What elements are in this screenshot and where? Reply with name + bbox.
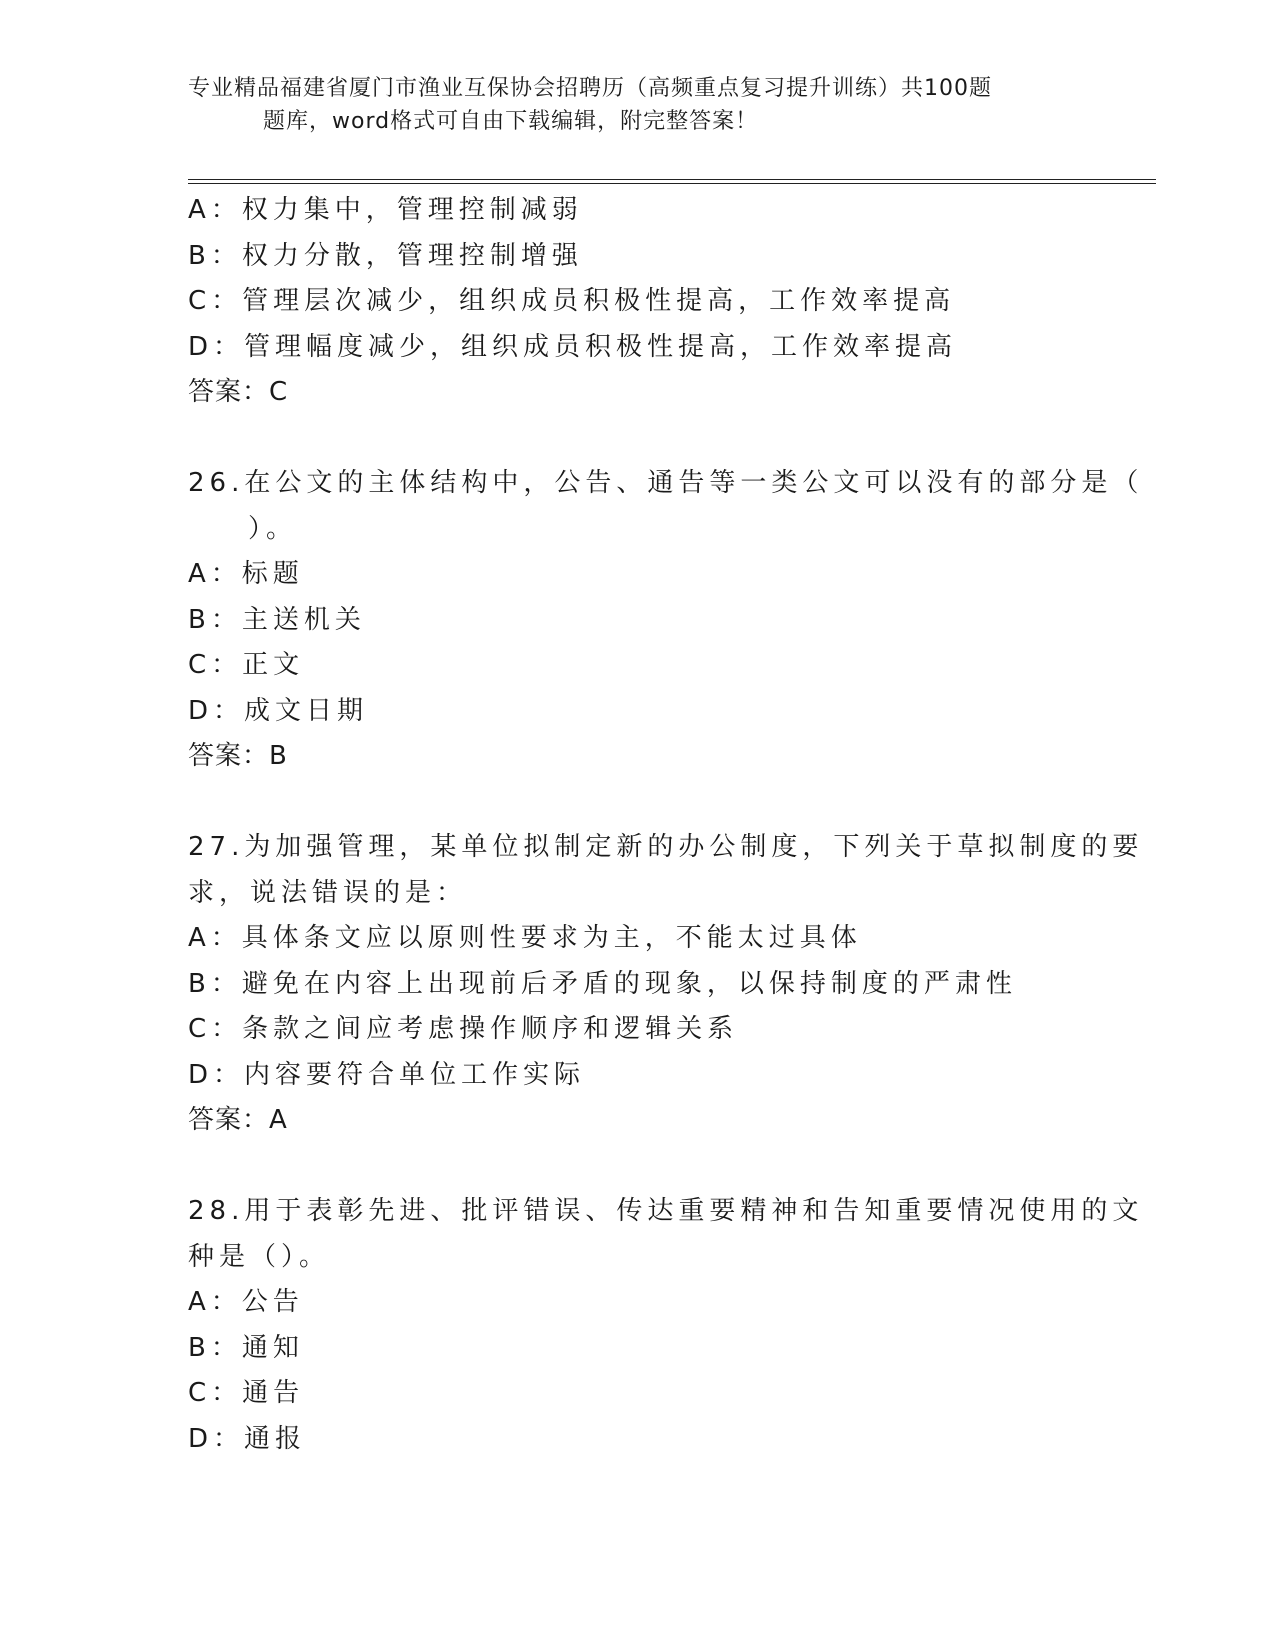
question-stem-line2: 求，说法错误的是：	[188, 877, 468, 908]
option-d: D：管理幅度减少，组织成员积极性提高，工作效率提高	[188, 331, 958, 362]
option-b: B：权力分散，管理控制增强	[188, 240, 583, 271]
question-list	[188, 188, 1144, 1462]
header-divider-bottom	[188, 183, 1156, 184]
question-28	[188, 1189, 1144, 1462]
question-stem-line1: 27.为加强管理，某单位拟制定新的办公制度，下列关于草拟制度的要	[188, 832, 1144, 862]
question-stem-line1: 28.用于表彰先进、批评错误、传达重要精神和告知重要情况使用的文	[188, 1196, 1144, 1226]
option-a: A：权力集中，管理控制减弱	[188, 195, 583, 225]
answer: 答案：C	[188, 377, 289, 407]
option-d: D：内容要符合单位工作实际	[188, 1059, 586, 1090]
option-a: A：标题	[188, 559, 304, 589]
option-c: C：条款之间应考虑操作顺序和逻辑关系	[188, 1014, 739, 1044]
question-stem-line2: 种是（）。	[188, 1241, 331, 1272]
header-divider-top	[188, 179, 1156, 180]
option-c: C：正文	[188, 650, 305, 680]
document-header	[188, 72, 1068, 138]
header-title-line2: 题库，word格式可自由下载编辑，附完整答案！	[263, 109, 759, 134]
option-a: A：公告	[188, 1287, 304, 1317]
option-b: B：避免在内容上出现前后矛盾的现象，以保持制度的严肃性	[188, 968, 1017, 999]
question-26	[188, 461, 1144, 780]
option-a: A：具体条文应以原则性要求为主，不能太过具体	[188, 923, 862, 953]
question-27	[188, 825, 1144, 1144]
option-b: B：主送机关	[188, 604, 366, 635]
answer: 答案：A	[188, 1105, 288, 1135]
option-b: B：通知	[188, 1332, 304, 1363]
option-d: D：通报	[188, 1423, 307, 1454]
option-d: D：成文日期	[188, 695, 369, 726]
question-stem-line1: 26.在公文的主体结构中，公告、通告等一类公文可以没有的部分是（	[188, 468, 1144, 498]
question-stem-line2: ）。	[248, 513, 298, 544]
header-title-line1: 专业精品福建省厦门市渔业互保协会招聘历（高频重点复习提升训练）共100题	[188, 76, 992, 101]
option-c: C：通告	[188, 1378, 305, 1408]
question-25	[188, 188, 1088, 416]
option-c: C：管理层次减少，组织成员积极性提高，工作效率提高	[188, 286, 956, 316]
answer: 答案：B	[188, 741, 288, 771]
